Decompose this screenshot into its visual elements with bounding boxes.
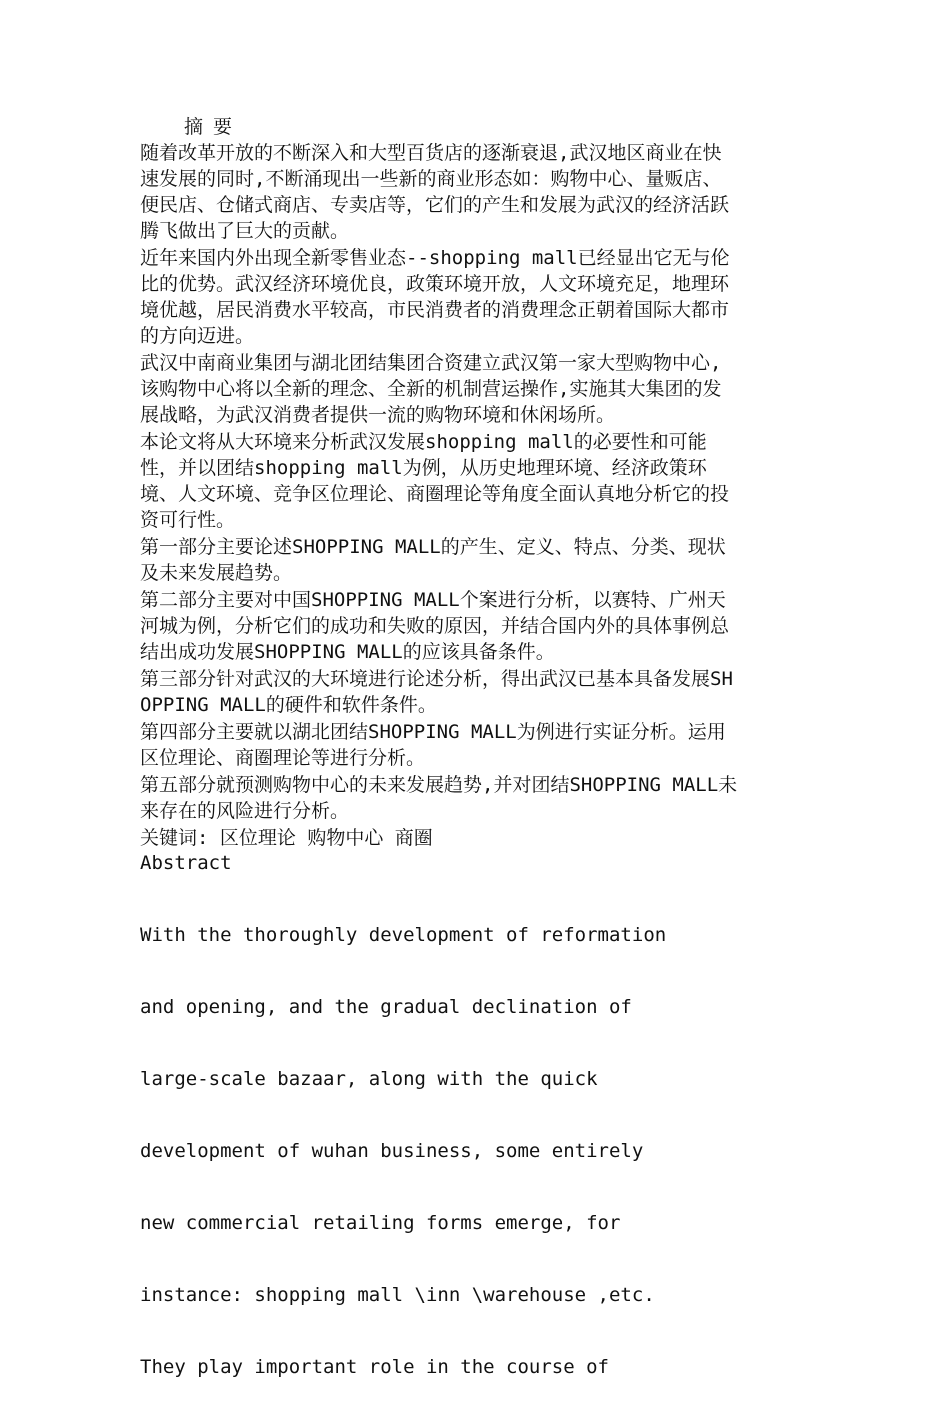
paragraph-2: 近年来国内外出现全新零售业态--shopping mall已经显出它无与伦比的优势。武汉经济环境优良，政策环境开放，人文环境充足，地理环境优越，居民消费水平较高，市民消费者的消费理念正朝着国际大都市的方向迈进。	[140, 247, 730, 347]
abstract-body-en	[140, 875, 740, 1427]
abstract-heading-en: Abstract	[140, 852, 232, 874]
keywords-line: 关键词: 区位理论 购物中心 商圈	[140, 827, 433, 849]
abstract-line: large-scale bazaar, along with the quick	[140, 1068, 598, 1090]
paragraph-7: 第三部分针对武汉的大环境进行论述分析，得出武汉已基本具备发展SHOPPING MALL的硬件和软件条件。	[140, 668, 733, 716]
paragraph-6: 第二部分主要对中国SHOPPING MALL个案进行分析，以赛特、广州天河城为例，分析它们的成功和失败的原因，并结合国内外的具体事例总结出成功发展SHOPPING MALL的应该具备条件。	[140, 589, 730, 663]
abstract-line: They play important role in the course of	[140, 1356, 609, 1378]
abstract-heading-cn: 摘 要	[184, 116, 235, 138]
abstract-line: With the thoroughly development of reformation	[140, 924, 667, 946]
document-page	[140, 114, 740, 1427]
paragraph-8: 第四部分主要就以湖北团结SHOPPING MALL为例进行实证分析。运用区位理论、商圈理论等进行分析。	[140, 721, 726, 769]
abstract-line: and opening, and the gradual declination of	[140, 996, 632, 1018]
paragraph-4: 本论文将从大环境来分析武汉发展shopping mall的必要性和可能性，并以团结shopping mall为例，从历史地理环境、经济政策环境、人文环境、竞争区位理论、商圈理论等角度全面认真地分析它的投资可行性。	[140, 431, 730, 531]
paragraph-1: 随着改革开放的不断深入和大型百货店的逐渐衰退,武汉地区商业在快速发展的同时,不断涌现出一些新的商业形态如：购物中心、量贩店、便民店、仓储式商店、专卖店等，它们的产生和发展为武汉的经济活跃腾飞做出了巨大的贡献。	[140, 142, 730, 242]
paragraph-3: 武汉中南商业集团与湖北团结集团合资建立武汉第一家大型购物中心,该购物中心将以全新的理念、全新的机制营运操作,实施其大集团的发展战略，为武汉消费者提供一流的购物环境和休闲场所。	[140, 352, 722, 426]
paragraph-9: 第五部分就预测购物中心的未来发展趋势,并对团结SHOPPING MALL未来存在的风险进行分析。	[140, 774, 738, 822]
abstract-line: new commercial retailing forms emerge, for	[140, 1212, 621, 1234]
paragraph-5: 第一部分主要论述SHOPPING MALL的产生、定义、特点、分类、现状及未来发展趋势。	[140, 536, 726, 584]
abstract-line: instance: shopping mall \inn \warehouse ,etc.	[140, 1284, 655, 1306]
abstract-line: development of wuhan business, some entirely	[140, 1140, 644, 1162]
